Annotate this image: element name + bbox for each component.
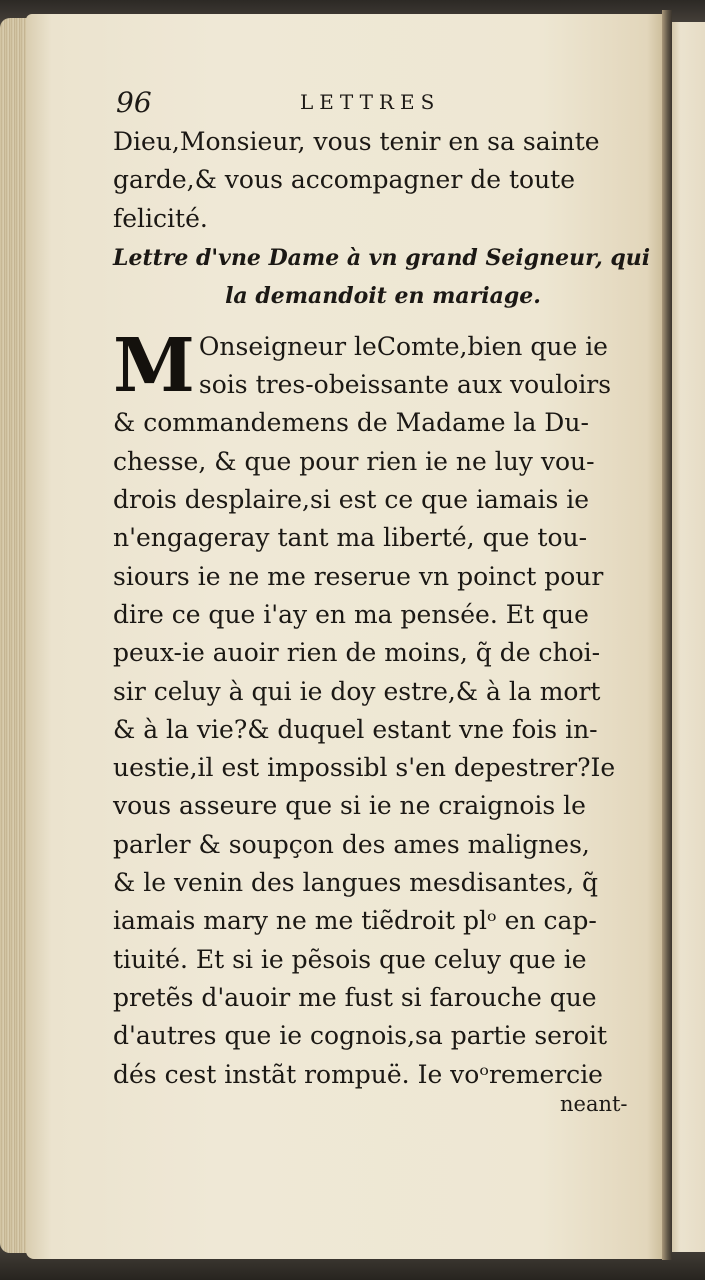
letter-text (113, 322, 643, 1094)
text-line: vous asseure que si ie ne craignois le (113, 791, 586, 821)
text-line: & à la vie?& duquel estant vne fois in- (113, 714, 598, 744)
text-line: felicité. (113, 203, 208, 233)
drop-cap: M (113, 322, 195, 409)
facing-page-edge (670, 22, 705, 1252)
page-body (113, 123, 651, 1094)
catchword: neant- (560, 1092, 628, 1116)
text-line: pretẽs d'auoir me fust si farouche que (113, 982, 597, 1012)
page-header (116, 86, 646, 120)
text-line: iamais mary ne me tiẽdroit plᵒ en cap- (113, 906, 597, 936)
text-line: garde,& vous accompagner de toute (113, 165, 576, 195)
letter-heading: Lettre d'vne Dame à vn grand Seigneur, qui (113, 244, 651, 271)
text-line: siours ie ne me reserue vn poinct pour (113, 561, 604, 591)
text-line: chesse, & que pour rien ie ne luy vou- (113, 446, 595, 476)
text-line: sois tres-obeissante aux vouloirs (198, 370, 612, 400)
text-line: peux-ie auoir rien de moins, q̃ de choi- (113, 638, 601, 668)
text-line: parler & soupçon des ames malignes, (113, 829, 590, 859)
text-line: tiuité. Et si ie pẽsois que celuy que ie (113, 944, 587, 974)
running-head: LETTRES (300, 90, 441, 114)
page-number: 96 (116, 86, 152, 119)
text-line: drois desplaire,si est ce que iamais ie (113, 485, 590, 515)
text-line: & commandemens de Madame la Du- (113, 408, 589, 438)
letter-heading: la demandoit en mariage. (225, 282, 541, 309)
gutter-shadow (662, 10, 672, 1260)
text-line: dés cest instãt rompuë. Ie voᵒremercie (113, 1059, 603, 1089)
text-line: sir celuy à qui ie doy estre,& à la mort (113, 676, 601, 706)
text-line: dire ce que i'ay en ma pensée. Et que (113, 599, 589, 629)
text-line: Onseigneur leComte,bien que ie (198, 331, 608, 361)
text-line: & le venin des langues mesdisantes, q̃ (113, 868, 598, 898)
text-line: n'engageray tant ma liberté, que tou- (113, 523, 588, 553)
text-line: Dieu,Monsieur, vous tenir en sa sainte (113, 127, 600, 156)
text-line: d'autres que ie cognois,sa partie seroit (113, 1021, 608, 1051)
text-line: uestie,il est impossibl s'en depestrer?Ie (113, 753, 616, 783)
